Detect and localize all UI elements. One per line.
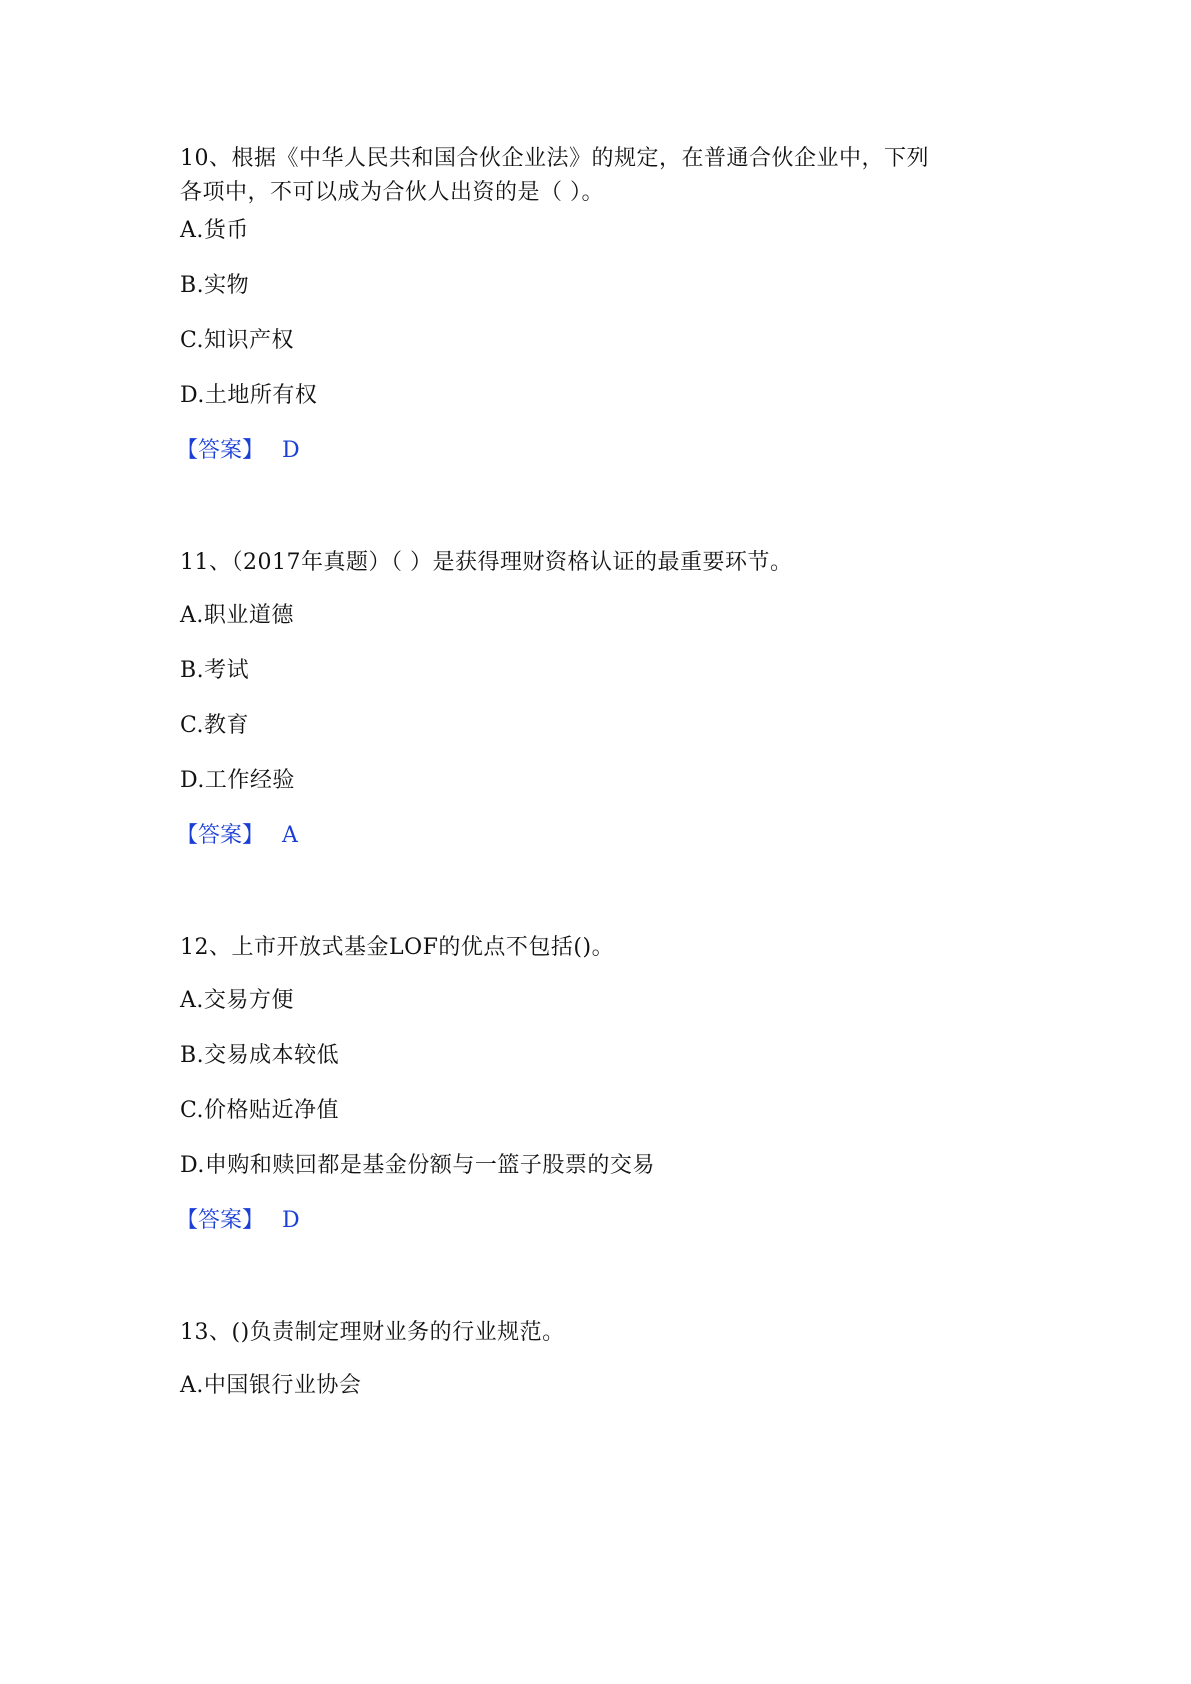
option-d: D.申购和赎回都是基金份额与一篮子股票的交易 <box>180 1153 655 1178</box>
option-a: A.货币 <box>180 218 249 243</box>
question-stem: 10、根据《中华人民共和国合伙企业法》的规定，在普通合伙企业中，下列各项中，不可以成为合伙人出资的是（ ）。 <box>180 146 929 205</box>
question-12 <box>176 931 1010 1233</box>
option-a: A.职业道德 <box>180 603 294 628</box>
question-11 <box>176 546 1010 848</box>
option-d: D.土地所有权 <box>180 383 318 408</box>
question-stem: 13、()负责制定理财业务的行业规范。 <box>180 1320 565 1345</box>
option-c: C.价格贴近净值 <box>180 1098 340 1123</box>
option-b: B.实物 <box>180 273 250 298</box>
option-d: D.工作经验 <box>180 768 295 793</box>
answer-value: A <box>282 823 298 848</box>
answer-line <box>176 436 300 466</box>
answer-label: 【答案】 <box>176 823 265 848</box>
answer-label: 【答案】 <box>176 1208 265 1233</box>
question-stem: 11、（2017年真题）（ ）是获得理财资格认证的最重要环节。 <box>180 550 793 575</box>
option-b: B.考试 <box>180 658 250 683</box>
question-13 <box>180 1316 1010 1398</box>
answer-label: 【答案】 <box>176 438 265 463</box>
question-stem: 12、上市开放式基金LOF的优点不包括()。 <box>180 935 615 960</box>
option-b: B.交易成本较低 <box>180 1043 340 1068</box>
answer-value: D <box>282 1208 300 1233</box>
answer-line <box>176 821 298 851</box>
option-a: A.交易方便 <box>180 988 294 1013</box>
option-c: C.教育 <box>180 713 250 738</box>
question-10 <box>176 142 1010 463</box>
answer-value: D <box>282 438 300 463</box>
option-c: C.知识产权 <box>180 328 295 353</box>
option-a: A.中国银行业协会 <box>180 1373 362 1398</box>
answer-line <box>176 1206 300 1236</box>
